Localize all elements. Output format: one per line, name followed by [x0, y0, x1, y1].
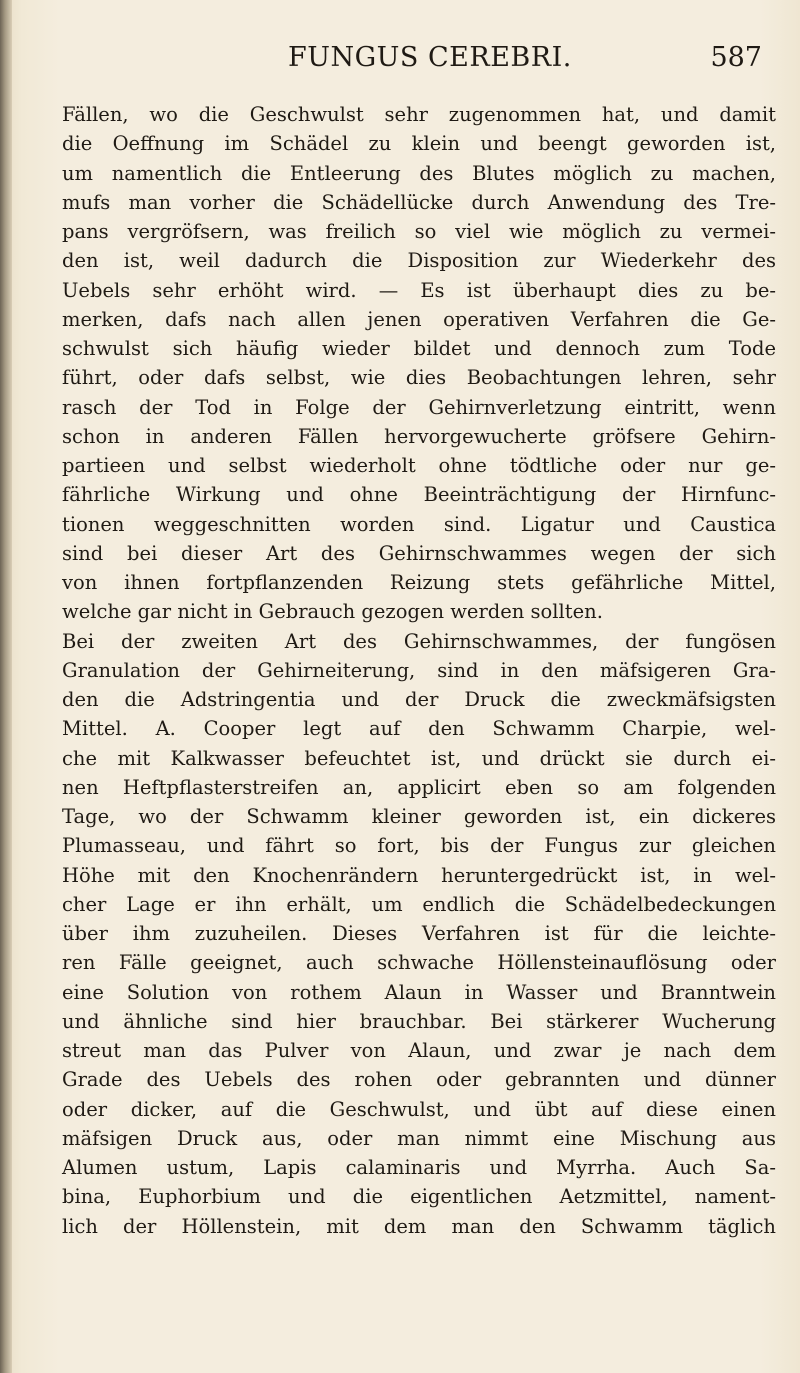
running-head: [60, 42, 770, 82]
text-line: Granulation der Gehirneiterung, sind in den mäfsigeren Gra-: [62, 658, 776, 682]
page-number: 587: [710, 42, 762, 73]
text-line: pans vergröfsern, was freilich so viel wie möglich zu vermei-: [62, 220, 776, 243]
text-line: Alumen ustum, Lapis calaminaris und Myrrha. Auch Sa-: [62, 1156, 776, 1179]
text-line: mufs man vorher die Schädellücke durch Anwendung des Tre-: [62, 190, 776, 214]
running-title: FUNGUS CEREBRI.: [288, 42, 572, 73]
text-line: partieen und selbst wiederholt ohne tödtliche oder nur ge-: [62, 454, 776, 477]
text-line: rasch der Tod in Folge der Gehirnverletzung eintritt, wenn: [62, 395, 776, 419]
text-line: über ihm zuzuheilen. Dieses Verfahren ist für die leichte-: [62, 922, 776, 945]
text-line: sind bei dieser Art des Gehirnschwammes wegen der sich: [62, 541, 776, 565]
text-line: tionen weggeschnitten worden sind. Ligatur und Caustica: [62, 512, 776, 536]
text-line: führt, oder dafs selbst, wie dies Beobachtungen lehren, sehr: [62, 366, 776, 390]
text-line: mäfsigen Druck aus, oder man nimmt eine Mischung aus: [62, 1126, 776, 1150]
text-line: Plumasseau, und fährt so fort, bis der Fungus zur gleichen: [62, 834, 776, 858]
text-line: ren Fälle geeignet, auch schwache Höllensteinauflösung oder: [62, 951, 776, 975]
text-line: schon in anderen Fällen hervorgewucherte gröfsere Gehirn-: [62, 424, 776, 448]
text-line: bina, Euphorbium und die eigentlichen Aetzmittel, nament-: [62, 1185, 776, 1209]
text-line: schwulst sich häufig wieder bildet und dennoch zum Tode: [62, 337, 776, 360]
text-line: und ähnliche sind hier brauchbar. Bei stärkerer Wucherung: [62, 1009, 776, 1033]
text-line: cher Lage er ihn erhält, um endlich die Schädelbedeckungen: [62, 892, 776, 916]
text-line: Grade des Uebels des rohen oder gebrannten und dünner: [62, 1068, 776, 1092]
text-line: von ihnen fortpflanzenden Reizung stets gefährliche Mittel,: [62, 571, 776, 594]
text-line: den ist, weil dadurch die Disposition zur Wiederkehr des: [62, 249, 776, 273]
text-line: um namentlich die Entleerung des Blutes möglich zu machen,: [62, 161, 776, 185]
text-line: oder dicker, auf die Geschwulst, und übt auf diese einen: [62, 1097, 776, 1121]
text-line: Bei der zweiten Art des Gehirnschwammes, der fungösen: [62, 629, 776, 653]
text-line: streut man das Pulver von Alaun, und zwar je nach dem: [62, 1039, 776, 1062]
text-line: Tage, wo der Schwamm kleiner geworden ist, ein dickeres: [62, 805, 776, 828]
text-line: Fällen, wo die Geschwulst sehr zugenommen hat, und damit: [62, 103, 776, 126]
text-line: merken, dafs nach allen jenen operativen Verfahren die Ge-: [62, 307, 776, 331]
text-line: eine Solution von rothem Alaun in Wasser und Branntwein: [62, 980, 776, 1004]
text-line: che mit Kalkwasser befeuchtet ist, und drückt sie durch ei-: [62, 746, 776, 770]
text-line: nen Heftpflasterstreifen an, applicirt eben so am folgenden: [62, 775, 776, 799]
text-line: den die Adstringentia und der Druck die zweckmäfsigsten: [62, 688, 776, 711]
text-line: fährliche Wirkung und ohne Beeinträchtigung der Hirnfunc-: [62, 483, 776, 507]
text-line: welche gar nicht in Gebrauch gezogen werden sollten.: [62, 600, 603, 624]
text-line: Uebels sehr erhöht wird. — Es ist überhaupt dies zu be-: [62, 278, 776, 302]
page-binding-edge: [0, 0, 12, 1373]
text-line: die Oeffnung im Schädel zu klein und beengt geworden ist,: [62, 132, 776, 156]
text-line: Höhe mit den Knochenrändern heruntergedrückt ist, in wel-: [62, 863, 776, 887]
body-text: [62, 100, 776, 1241]
text-line: lich der Höllenstein, mit dem man den Schwamm täglich: [62, 1214, 776, 1238]
text-line: Mittel. A. Cooper legt auf den Schwamm Charpie, wel-: [62, 717, 776, 741]
